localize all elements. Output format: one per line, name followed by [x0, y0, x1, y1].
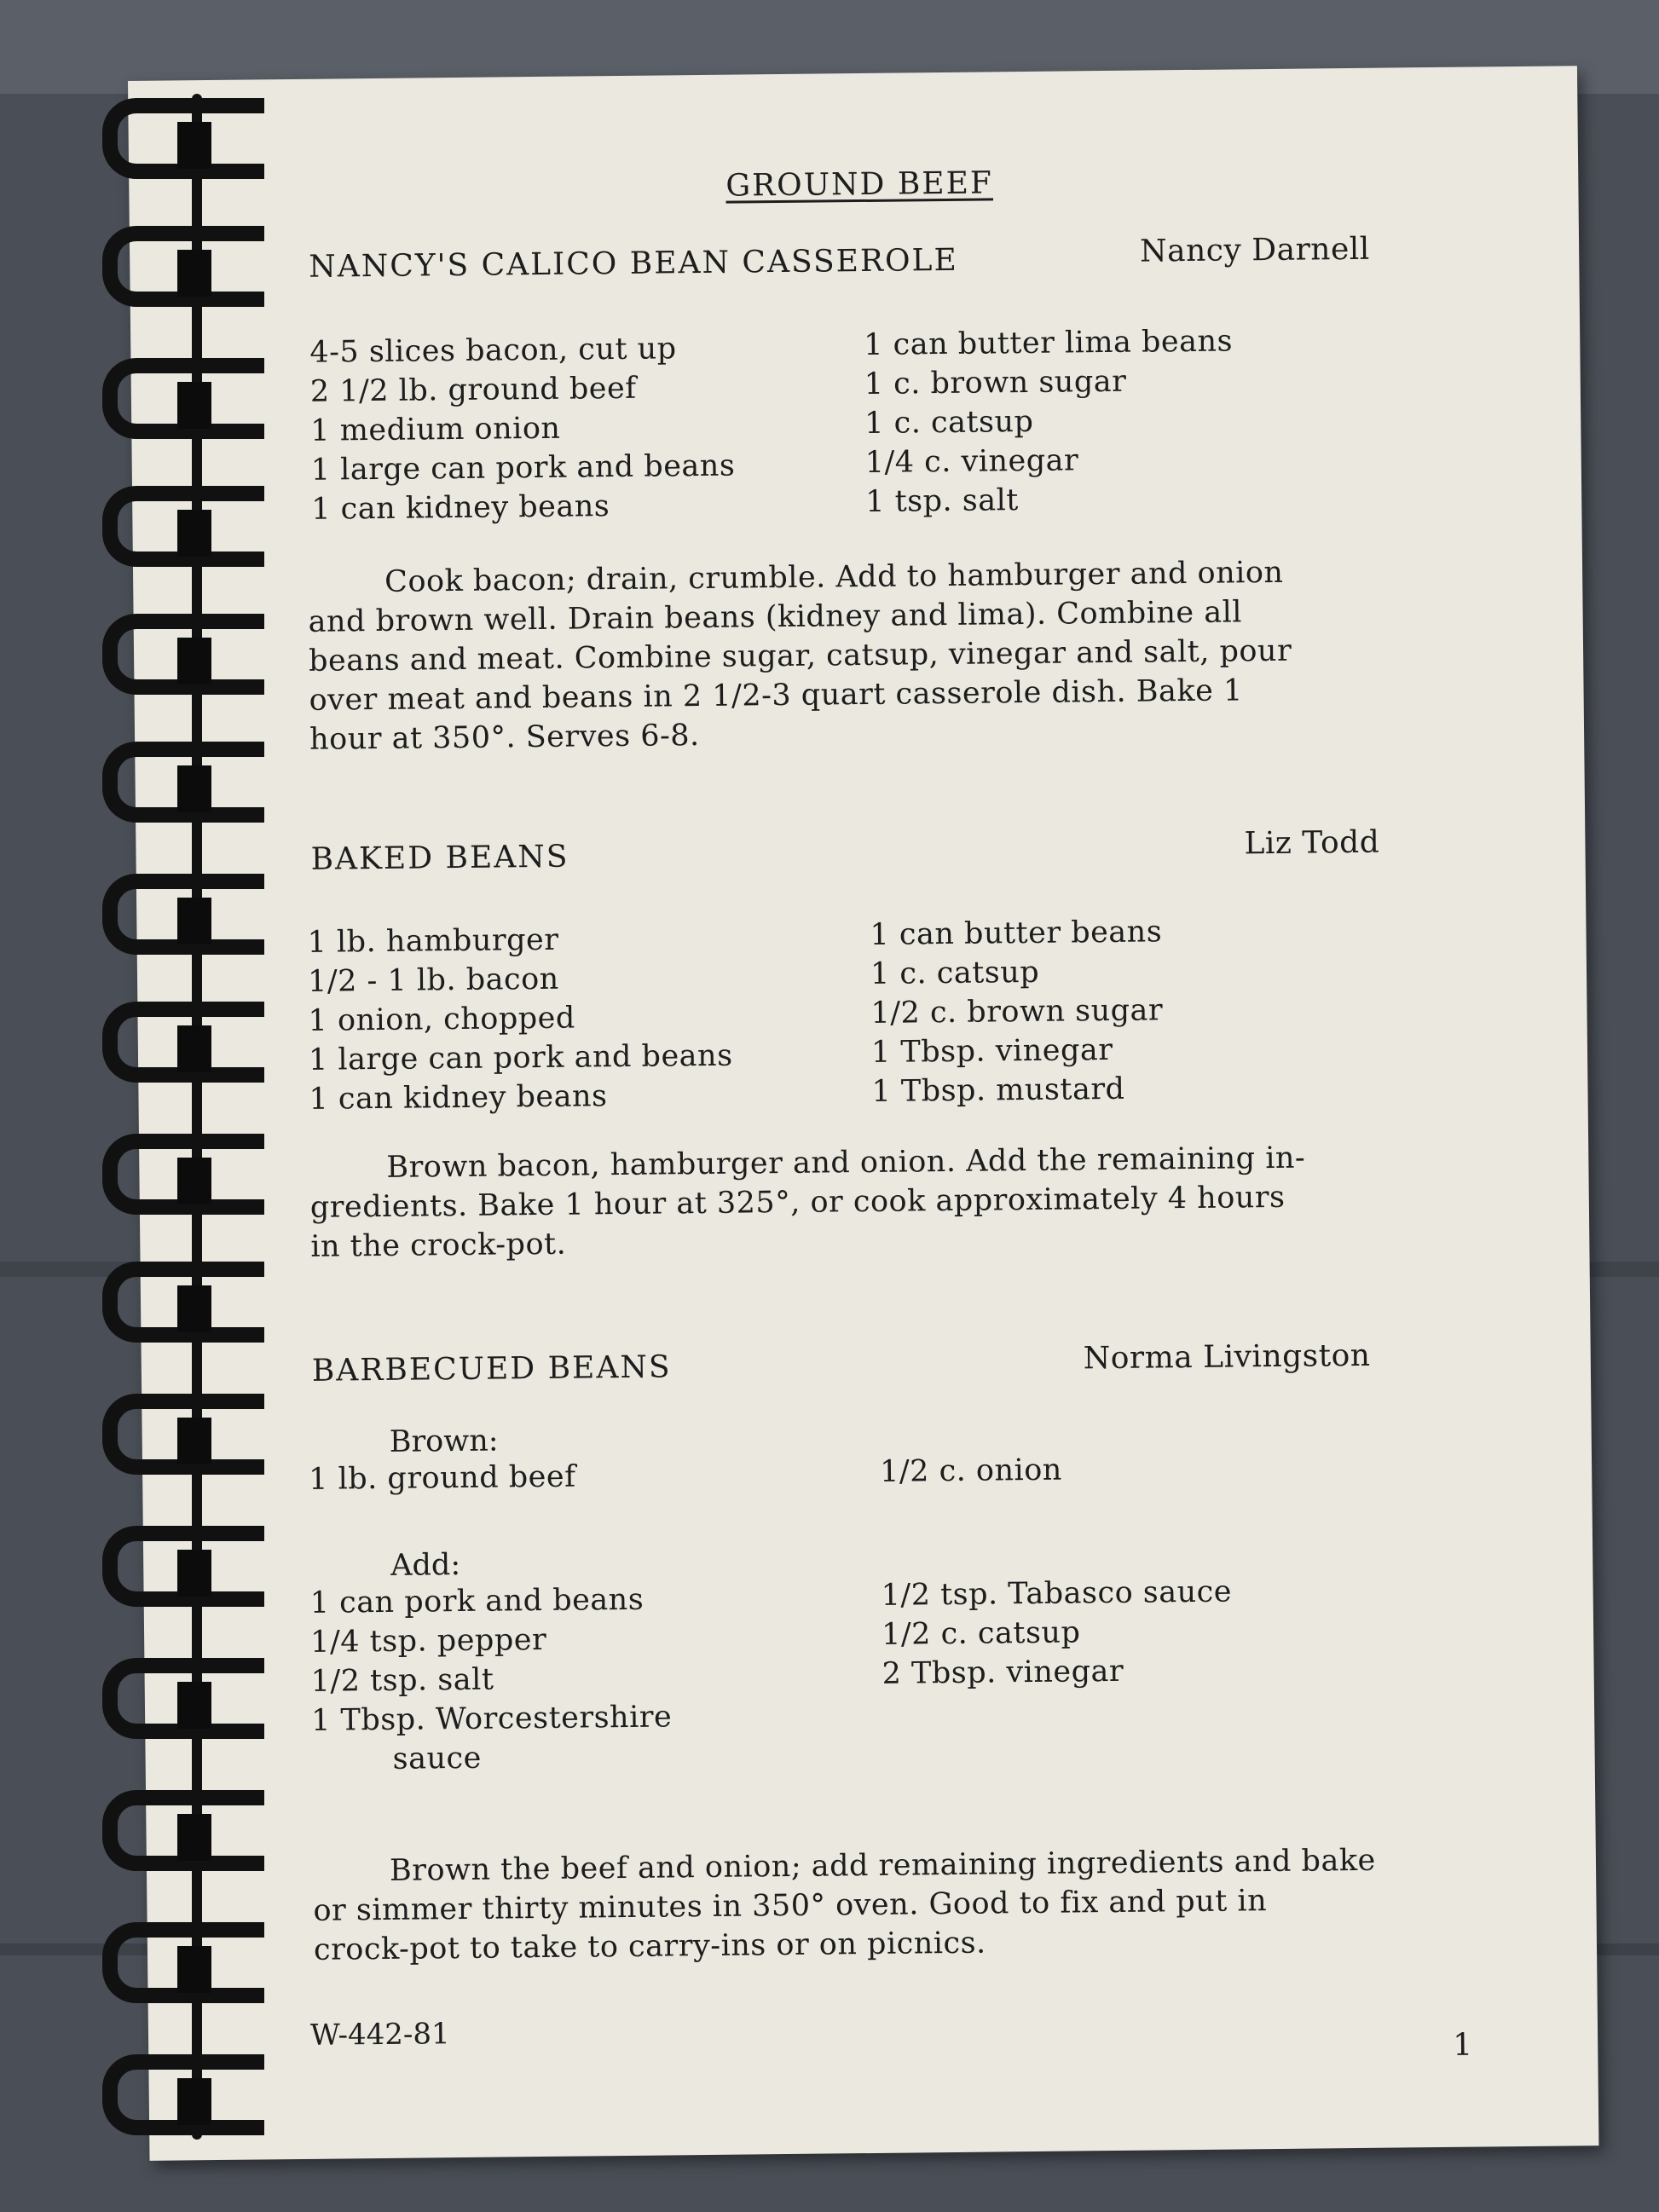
instruction-line: Brown bacon, hamburger and onion. Add the remaining in- [386, 1141, 1306, 1185]
ingredients-brown-left [309, 1458, 576, 1499]
binding-coil [102, 742, 264, 823]
ingredient: 1 Tbsp. mustard [871, 1071, 1125, 1109]
ingredient: 2 Tbsp. vinegar [882, 1654, 1124, 1691]
instruction-line: and brown well. Drain beans (kidney and lima). Combine all [308, 595, 1243, 639]
ingredient: 1 tsp. salt [865, 483, 1020, 519]
recipe-title-barbecued-beans: BARBECUED BEANS [311, 1349, 672, 1389]
ingredient: 1 large can pork and beans [308, 1038, 733, 1077]
ingredient: 4-5 slices bacon, cut up [309, 332, 677, 370]
instruction-line: in the crock-pot. [310, 1227, 567, 1264]
ingredients-right-calico [864, 321, 1234, 522]
binding-coil [102, 1658, 264, 1739]
ingredients-left-calico [309, 329, 736, 529]
recipe-author-nancy-darnell: Nancy Darnell [1139, 231, 1371, 269]
instruction-line: hour at 350°. Serves 6-8. [309, 719, 700, 757]
instructions-baked-beans [309, 1139, 1306, 1267]
binding-coil [102, 1134, 264, 1215]
instruction-line: over meat and beans in 2 1/2-3 quart casserole dish. Bake 1 [309, 673, 1243, 718]
ingredient: 1/2 c. onion [879, 1453, 1063, 1489]
ingredient: 1 can kidney beans [309, 1079, 608, 1117]
ingredient: sauce [392, 1741, 483, 1776]
step-label-brown: Brown: [389, 1424, 499, 1459]
instruction-line: Brown the beef and onion; add remaining ingredients and bake [389, 1843, 1376, 1888]
binding-coil [102, 614, 264, 695]
footer-code: W-442-81 [309, 2017, 450, 2053]
binding-coil [102, 1790, 264, 1871]
cookbook-page [128, 66, 1598, 2161]
ingredient: 1 c. brown sugar [864, 364, 1127, 401]
recipe-title-calico-bean-casserole: NANCY'S CALICO BEAN CASSEROLE [309, 242, 958, 285]
binding-coil [102, 1526, 264, 1607]
ingredient: 1 medium onion [310, 411, 561, 448]
ingredient: 1/4 c. vinegar [864, 443, 1079, 480]
ingredient: 1 c. catsup [870, 955, 1040, 991]
binding-coil [102, 98, 264, 179]
recipe-author-norma-livingston: Norma Livingston [1083, 1337, 1371, 1377]
ingredient: 2 1/2 lb. ground beef [309, 371, 637, 409]
binding-coil [102, 1262, 264, 1343]
binding-coil [102, 1922, 264, 2003]
ingredient: 1/2 tsp. salt [310, 1662, 494, 1699]
ingredient: 1 can pork and beans [309, 1582, 645, 1620]
ingredient: 1 c. catsup [864, 404, 1034, 441]
instruction-line: or simmer thirty minutes in 350° oven. Good to fix and put in [313, 1884, 1268, 1928]
ingredients-left-baked-beans [307, 919, 733, 1119]
ingredients-right-baked-beans [870, 912, 1164, 1112]
ingredient: 1/2 tsp. Tabasco sauce [881, 1574, 1233, 1613]
ingredient: 1 lb. ground beef [308, 1459, 576, 1497]
ingredient: 1 Tbsp. vinegar [870, 1032, 1113, 1070]
instruction-line: gredients. Bake 1 hour at 325°, or cook approximately 4 hours [309, 1180, 1286, 1225]
ingredient: 1/2 - 1 lb. bacon [307, 962, 559, 999]
recipe-author-liz-todd: Liz Todd [1244, 824, 1380, 862]
recipe-title-baked-beans: BAKED BEANS [310, 839, 569, 877]
ingredient: 1/2 c. catsup [881, 1615, 1081, 1652]
ingredient: 1 large can pork and beans [310, 448, 736, 488]
ingredient: 1 lb. hamburger [307, 922, 559, 960]
ingredients-add-left [309, 1580, 672, 1779]
spiral-binding [51, 0, 222, 2212]
ingredients-brown-right [880, 1451, 1062, 1492]
binding-coil [102, 1002, 264, 1083]
binding-coil [102, 874, 264, 955]
binding-coil [102, 226, 264, 307]
binding-coil [102, 486, 264, 567]
binding-coil [102, 358, 264, 439]
instruction-line: Cook bacon; drain, crumble. Add to hamburger and onion [384, 555, 1284, 599]
ingredient: 1 can butter beans [870, 915, 1163, 952]
instructions-barbecued-beans [313, 1841, 1377, 1970]
binding-coil [102, 2054, 264, 2135]
ingredient: 1 can butter lima beans [864, 324, 1234, 362]
ingredient: 1 can kidney beans [311, 489, 610, 527]
ingredients-add-right [881, 1573, 1233, 1694]
binding-coil [102, 1394, 264, 1475]
ingredient: 1/2 c. brown sugar [870, 993, 1164, 1031]
ingredient: 1/4 tsp. pepper [309, 1622, 547, 1660]
ingredient: 1 onion, chopped [308, 1001, 575, 1038]
instruction-line: crock-pot to take to carry-ins or on picnics. [313, 1926, 986, 1967]
instruction-line: beans and meat. Combine sugar, catsup, vinegar and salt, pour [308, 633, 1292, 679]
step-label-add: Add: [390, 1548, 461, 1583]
ingredient: 1 Tbsp. Worcestershire [310, 1700, 673, 1738]
instructions-calico [308, 553, 1292, 759]
page-number: 1 [1453, 2027, 1473, 2063]
section-title: GROUND BEEF [725, 165, 994, 204]
